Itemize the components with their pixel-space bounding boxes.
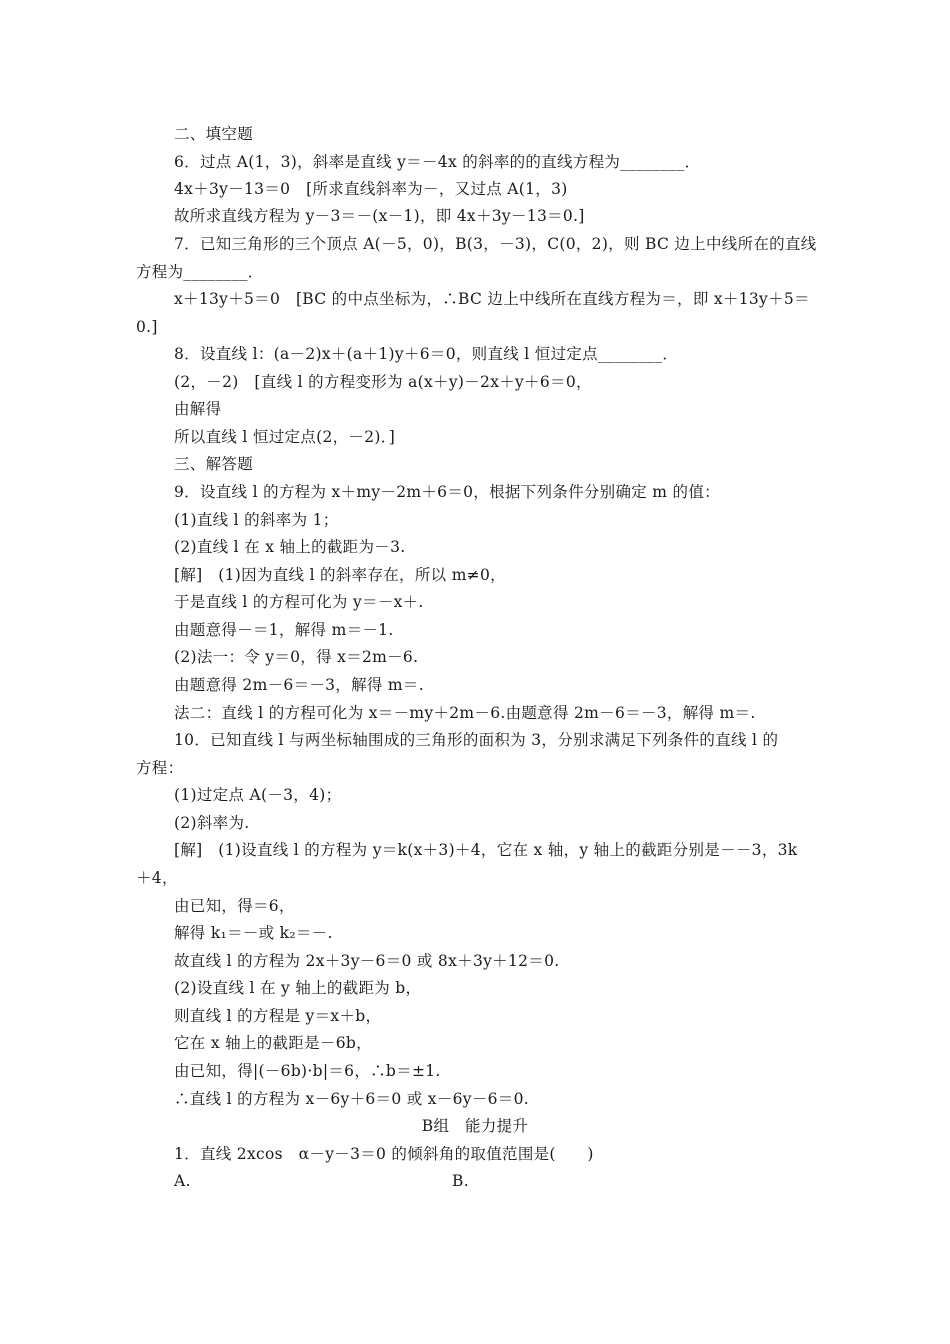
solution-10-line-7: 则直线 l 的方程是 y＝x＋b，	[174, 1007, 382, 1025]
answer-7-line-2: 0.]	[136, 318, 158, 336]
solution-10-line-2: ＋4，	[136, 869, 178, 887]
answer-7-line-1: x＋13y＋5＝0 [BC 的中点坐标为，∴BC 边上中线所在直线方程为＝，即 x＋13y＋5＝	[174, 290, 810, 308]
solution-9-line-2: 于是直线 l 的方程可化为 y＝－x＋.	[174, 593, 424, 611]
solution-9-line-1: [解] (1)因为直线 l 的斜率存在，所以 m≠0，	[174, 566, 506, 584]
option-a: A.	[174, 1172, 191, 1190]
question-9-part-2: (2)直线 l 在 x 轴上的截距为－3.	[174, 538, 406, 556]
solution-9-line-6: 法二：直线 l 的方程可化为 x＝－my＋2m－6.由题意得 2m－6＝－3，解得 m＝.	[174, 704, 756, 722]
option-b: B.	[452, 1172, 469, 1190]
section-heading-solve: 三、解答题	[174, 455, 254, 473]
solution-10-line-5: 故直线 l 的方程为 2x＋3y－6＝0 或 8x＋3y＋12＝0.	[174, 952, 560, 970]
solution-10-line-4: 解得 k₁＝－或 k₂＝－.	[174, 924, 333, 942]
solution-10-line-8: 它在 x 轴上的截距是－6b，	[174, 1034, 372, 1052]
answer-8-line-1: (2，－2) [直线 l 的方程变形为 a(x＋y)－2x＋y＋6＝0，	[174, 373, 592, 391]
question-10-part-1: (1)过定点 A(－3，4)；	[174, 786, 342, 804]
solution-10-line-3: 由已知，得＝6，	[174, 897, 295, 915]
question-8-text: 8．设直线 l：(a－2)x＋(a＋1)y＋6＝0，则直线 l 恒过定点________．	[174, 345, 679, 363]
answer-8-line-3: 所以直线 l 恒过定点(2，－2)．]	[174, 428, 396, 446]
question-b1-text: 1．直线 2xcos α－y－3＝0 的倾斜角的取值范围是( )	[174, 1145, 594, 1163]
question-7-line-2: 方程为________．	[136, 263, 264, 281]
question-10-line-2: 方程：	[136, 759, 184, 777]
question-9-text: 9．设直线 l 的方程为 x＋my－2m＋6＝0，根据下列条件分别确定 m 的值：	[174, 483, 720, 501]
solution-9-line-5: 由题意得 2m－6＝－3，解得 m＝.	[174, 676, 424, 694]
solution-10-line-10: ∴直线 l 的方程为 x－6y＋6＝0 或 x－6y－6＝0.	[174, 1090, 529, 1108]
solution-10-line-1: [解] (1)设直线 l 的方程为 y＝k(x＋3)＋4，它在 x 轴，y 轴上的截距分别是－－3，3k	[174, 841, 798, 859]
answer-8-line-2: 由解得	[174, 400, 222, 418]
section-heading-fill-in: 二、填空题	[174, 125, 254, 143]
solution-9-line-3: 由题意得－＝1，解得 m＝－1.	[174, 621, 394, 639]
question-7-line-1: 7．已知三角形的三个顶点 A(－5，0)，B(3，－3)，C(0，2)，则 BC 边上中线所在的直线	[174, 235, 817, 253]
question-10-line-1: 10．已知直线 l 与两坐标轴围成的三角形的面积为 3，分别求满足下列条件的直线 l 的	[174, 731, 779, 749]
question-6-text: 6．过点 A(1，3)，斜率是直线 y＝－4x 的斜率的的直线方程为________．	[174, 153, 701, 171]
section-heading-group-b: B组 能力提升	[421, 1117, 529, 1135]
solution-10-line-9: 由已知，得|(－6b)·b|＝6，∴b＝±1.	[174, 1062, 441, 1080]
answer-6-line-2: 故所求直线方程为 y－3＝－(x－1)，即 4x＋3y－13＝0.]	[174, 207, 585, 225]
answer-6-line-1: 4x＋3y－13＝0 [所求直线斜率为－，又过点 A(1，3)	[174, 180, 568, 198]
question-9-part-1: (1)直线 l 的斜率为 1；	[174, 511, 339, 529]
solution-9-line-4: (2)法一：令 y＝0，得 x＝2m－6.	[174, 648, 419, 666]
question-10-part-2: (2)斜率为.	[174, 814, 250, 832]
solution-10-line-6: (2)设直线 l 在 y 轴上的截距为 b，	[174, 979, 422, 997]
